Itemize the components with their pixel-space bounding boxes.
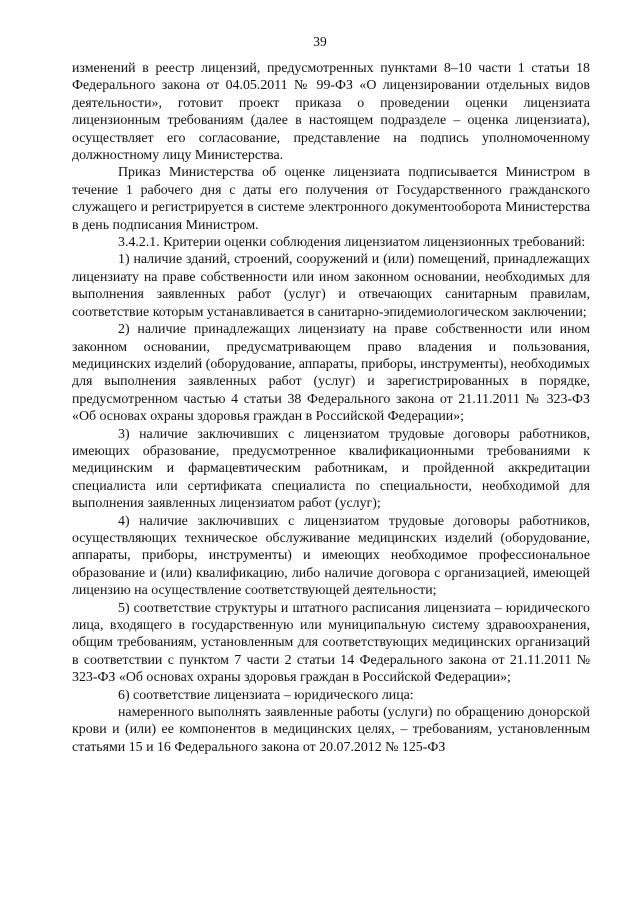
list-item-3: 3) наличие заключивших с лицензиатом трудовые договоры работников, имеющих образование, предусмотренное квалификационными требованиями к медицинским и фармацевтическим работникам, и пройденной аккредитации специалиста или сертификата специалиста по специальности, необходимой для выполнения заявленных лицензиатом работ (услуг);: [72, 426, 590, 512]
list-item-1: 1) наличие зданий, строений, сооружений и (или) помещений, принадлежащих лицензиату на праве собственности или ином законном основании, необходимых для выполнения заявленных работ (услуг) и отвечающих санитарным правилам, соответствие которым устанавливается в санитарно-эпидемиологическом заключении;: [72, 252, 590, 320]
list-item-6: 6) соответствие лицензиата – юридического лица:: [118, 687, 414, 703]
document-body: [72, 60, 590, 756]
list-item-2: 2) наличие принадлежащих лицензиату на праве собственности или ином законном основании, предусматривающем право владения и пользования, медицинских изделий (оборудование, аппараты, приборы, инструменты), необходимых для выполнения заявленных работ (услуг) и зарегистрированных в порядке, предусмотренном частью 4 статьи 38 Федерального закона от 21.11.2011 № 323-ФЗ «Об основах охраны здоровья граждан в Российской Федерации»;: [72, 322, 590, 425]
paragraph-criteria-heading: 3.4.2.1. Критерии оценки соблюдения лицензиатом лицензионных требований:: [118, 235, 586, 251]
paragraph-continuation: изменений в реестр лицензий, предусмотренных пунктами 8–10 части 1 статьи 18 Федерального закона от 04.05.2011 № 99-ФЗ «О лицензировании отдельных видов деятельности», готовит проект приказа о проведении оценки лицензиата лицензионным требованиям (далее в настоящем подразделе – оценка лицензиата), осуществляет его согласование, представление на подпись уполномоченному должностному лицу Министерства.: [72, 61, 590, 164]
paragraph-order-signing: Приказ Министерства об оценке лицензиата подписывается Министром в течение 1 рабочего дня с даты его получения от Государственного гражданского служащего и регистрируется в системе электронного документооборота Министерства в день подписания Министром.: [72, 165, 590, 233]
list-item-5: 5) соответствие структуры и штатного расписания лицензиата – юридического лица, входящего в государственную или муниципальную систему здравоохранения, общим требованиям, установленным для соответствующих медицинских организаций в соответствии с пунктом 7 части 2 статьи 14 Федерального закона от 21.11.2011 № 323-ФЗ «Об основах охраны здоровья граждан в Российской Федерации»;: [72, 600, 590, 686]
list-item-6-subclause: намеренного выполнять заявленные работы (услуги) по обращению донорской крови и (или) ее компонентов в медицинских целях, – требованиям, установленным статьями 15 и 16 Федерального закона от 20.07.2012 № 125-ФЗ: [72, 705, 590, 755]
list-item-4: 4) наличие заключивших с лицензиатом трудовые договоры работников, осуществляющих техническое обслуживание медицинских изделий (оборудование, аппараты, приборы, инструменты) и имеющих необходимое профессиональное образование и (или) квалификацию, либо наличие договора с организацией, имеющей лицензию на осуществление соответствующей деятельности;: [72, 513, 590, 599]
page-number: 39: [313, 34, 327, 49]
